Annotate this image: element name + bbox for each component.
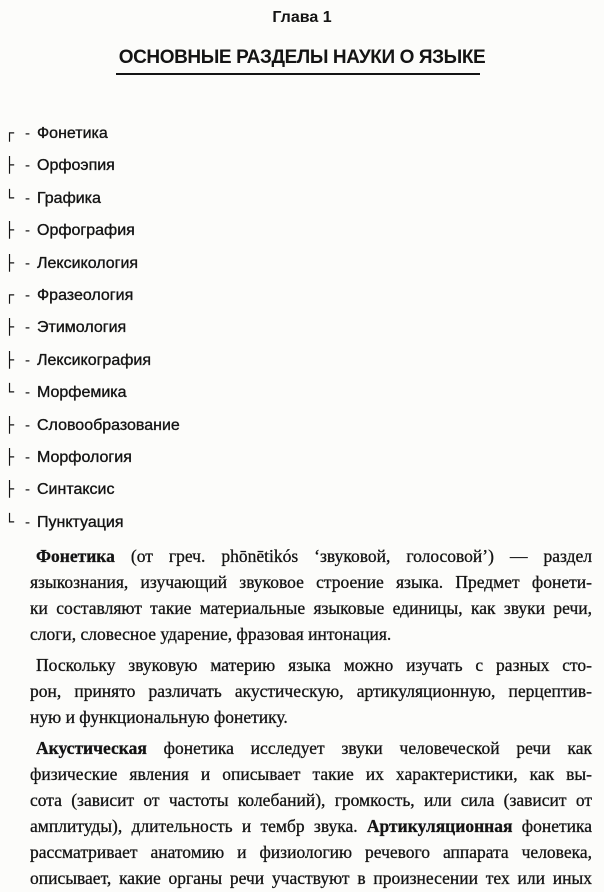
paragraph-line: [30, 813, 592, 839]
sections-list: [5, 117, 325, 538]
chapter-title: ОСНОВНЫЕ РАЗДЕЛЫ НАУКИ О ЯЗЫКЕ: [118, 47, 486, 68]
line-text: фонетика: [512, 816, 592, 836]
section-label: Пунктуация: [37, 513, 124, 531]
list-item: [5, 441, 325, 473]
tree-marker: ├ -: [5, 480, 33, 499]
tree-marker: ├ -: [5, 415, 33, 434]
paragraph-kinds: [30, 652, 592, 730]
paragraph-line: описывает, какие органы речи участвуют в произнесении тех или иных: [30, 868, 592, 888]
section-label: Фонетика: [37, 125, 108, 142]
section-label: Синтаксис: [37, 481, 115, 499]
paragraph-line: Поскольку звуковую материю языка можно изучать с разных сто-: [36, 655, 592, 675]
section-label: Лексикография: [37, 351, 151, 369]
body-text: [30, 543, 592, 891]
list-item: [5, 214, 325, 246]
tree-marker: ├ -: [5, 447, 33, 466]
list-item: [5, 149, 325, 181]
tree-marker: ┌ -: [5, 124, 33, 142]
line-text: (от греч. phōnētikós ‘звуковой, голосовой’) — раздел: [114, 546, 592, 566]
term-bold: Фонетика: [36, 546, 115, 566]
term-bold: Акустическая: [36, 738, 147, 758]
list-item: [5, 279, 325, 311]
tree-marker: ├ -: [5, 350, 33, 369]
tree-marker: ├ -: [5, 156, 33, 175]
tree-marker: ├ -: [5, 253, 33, 272]
list-item: [5, 409, 325, 441]
tree-marker: ┌ -: [5, 285, 33, 304]
list-item: [5, 506, 325, 538]
section-label: Орфография: [37, 222, 135, 240]
chapter-heading: Глава 1: [272, 9, 332, 26]
list-item: [5, 247, 325, 279]
paragraph-line: рон, принято различать акустическую, артикуляционную, перцептив-: [30, 681, 592, 701]
section-label: Графика: [37, 189, 101, 207]
tree-marker: └ -: [5, 383, 33, 402]
term-bold: Артикуляционная: [366, 816, 513, 836]
line-text: фонетика исследует звуки человеческой речи как: [146, 738, 592, 758]
tree-marker: └ -: [5, 188, 33, 207]
section-label: Морфология: [37, 448, 132, 466]
section-label: Орфоэпия: [37, 157, 115, 175]
list-item: [5, 344, 325, 376]
tree-marker: └ -: [5, 512, 33, 531]
paragraph-line: ную и функциональную фонетику.: [30, 707, 288, 727]
list-item: [5, 117, 325, 149]
line-text: амплитуды), длительность и тембр звука.: [30, 816, 367, 836]
paragraph-line: [30, 543, 592, 569]
paragraph-line: ки составляют такие материальные языковые единицы, как звуки речи,: [30, 598, 592, 618]
section-label: Словообразование: [37, 416, 180, 434]
section-label: Фразеология: [37, 286, 134, 304]
title-underline: [116, 73, 480, 75]
paragraph-line: слоги, словесное ударение, фразовая интонация.: [30, 624, 392, 644]
section-label: Этимология: [37, 319, 127, 337]
paragraph-acoustic: [30, 735, 592, 891]
list-item: [5, 376, 325, 408]
list-item: [5, 311, 325, 343]
paragraph-line: языкознания, изучающий звуковое строение языка. Предмет фонети-: [30, 572, 592, 592]
paragraph-line: сота (зависит от частоты колебаний), громкость, или сила (зависит от: [30, 790, 592, 810]
tree-marker: ├ -: [5, 221, 33, 240]
paragraph-phonetics: [30, 543, 592, 647]
section-label: Лексикология: [37, 254, 139, 272]
list-item: [5, 473, 325, 505]
list-item: [5, 182, 325, 214]
paragraph-line: рассматривает анатомию и физиологию речевого аппарата человека,: [30, 842, 592, 862]
tree-marker: ├ -: [5, 318, 33, 337]
paragraph-line: [30, 735, 592, 761]
paragraph-line: физические явления и описывает такие их характеристики, как вы-: [30, 764, 592, 784]
section-label: Морфемика: [37, 384, 127, 402]
